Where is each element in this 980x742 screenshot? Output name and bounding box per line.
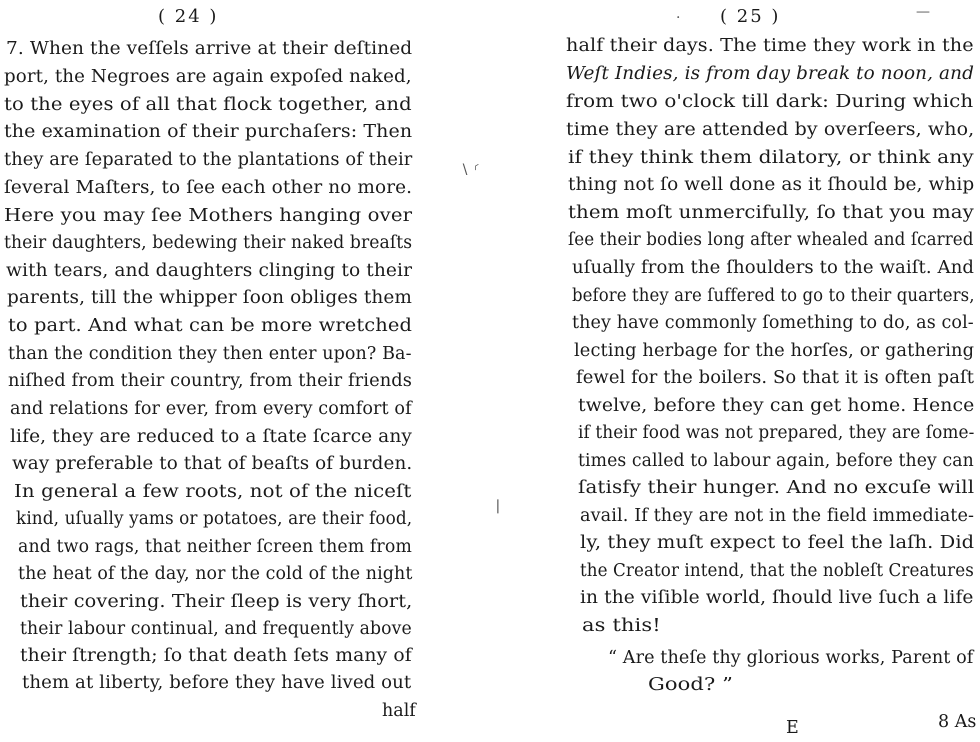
right-page: [560, 0, 980, 742]
text-line: if they think them dilatory, or think any: [568, 148, 974, 168]
text-line: ſee their bodies long after whealed and ſcarred: [568, 230, 974, 250]
text-line: with tears, and daughters clinging to their: [6, 261, 413, 281]
text-line: twelve, before they can get home. Hence: [578, 396, 975, 416]
text-line: lecting herbage for the horſes, or gathering: [574, 341, 975, 361]
text-line: if their food was not prepared, they are ſome-: [578, 423, 975, 443]
text-line: their daughters, bedewing their naked breaſts: [4, 233, 413, 253]
text-line: them at liberty, before they have lived out: [22, 673, 412, 693]
text-line: as this!: [582, 616, 661, 636]
text-line: parents, till the whipper ſoon obliges them: [7, 288, 413, 308]
text-line: kind, uſually yams or potatoes, are their food,: [16, 509, 413, 529]
text-line: way preferable to that of beaſts of burden.: [12, 454, 413, 474]
page-number: ( 25 ): [720, 6, 781, 27]
text-line: Weſt Indies, is from day break to noon, and: [566, 64, 974, 84]
text-line: niſhed from their country, from their friends: [8, 371, 413, 391]
text-line: ly, they muſt expect to feel the laſh. Did: [580, 533, 975, 553]
gutter-dot: ❘: [492, 498, 504, 514]
text-line: to the eyes of all that flock together, and: [4, 95, 412, 115]
text-line: and two rags, that neither ſcreen them from: [18, 537, 412, 557]
text-line: the heat of the day, nor the cold of the night: [18, 564, 413, 584]
quote-line: “ Are theſe thy glorious works, Parent of: [608, 648, 974, 668]
text-line: uſually from the ſhoulders to the waiſt. And: [572, 258, 975, 278]
quote-line: Good? ”: [648, 675, 734, 695]
text-line: in the viſible world, ſhould live ſuch a life: [580, 588, 974, 608]
header-dot: ·: [676, 10, 681, 26]
text-line: before they are ſuffered to go to their quarters,: [572, 286, 975, 306]
text-line: time they are attended by overſeers, who,: [566, 120, 975, 140]
page-number: ( 24 ): [158, 6, 219, 27]
text-line: In general a few roots, not of the niceſt: [14, 482, 412, 502]
text-line: to part. And what can be more wretched: [8, 316, 413, 336]
text-line: port, the Negroes are again expoſed naked,: [4, 67, 412, 87]
catchword: 8 As: [938, 712, 977, 732]
text-line: they have commonly ſomething to do, as col-: [572, 313, 974, 333]
text-line: avail. If they are not in the field immediate-: [580, 506, 975, 526]
gutter-mark: ∖ ⸂: [460, 162, 481, 178]
text-line: and relations for ever, from every comfort of: [10, 399, 412, 419]
text-line: ſeveral Maſters, to ſee each other no more.: [4, 178, 413, 198]
text-line: from two o'clock till dark: During which: [566, 92, 974, 112]
catchword: half: [382, 701, 416, 721]
text-line: Here you may ſee Mothers hanging over: [4, 206, 413, 226]
text-line: their ſtrength; ſo that death ſets many of: [20, 646, 412, 666]
signature-mark: E: [786, 718, 799, 738]
text-line: their covering. Their ſleep is very ſhort,: [20, 592, 413, 612]
text-line: half their days. The time they work in the: [566, 36, 974, 56]
text-line: life, they are reduced to a ſtate ſcarce any: [10, 427, 413, 447]
text-line: thing not ſo well done as it ſhould be, whip: [568, 175, 975, 195]
left-page: [0, 0, 430, 742]
text-line: the Creator intend, that the nobleſt Creatures: [580, 561, 974, 581]
text-line: ſatisfy their hunger. And no excuſe will: [578, 478, 975, 498]
text-line: they are ſeparated to the plantations of their: [4, 150, 413, 170]
text-line: them moſt unmercifully, ſo that you may: [568, 203, 974, 223]
text-line: the examination of their purchaſers: Then: [4, 122, 413, 142]
text-line: fewel for the boilers. So that it is often paſt: [576, 368, 975, 388]
text-line: 7. When the veſſels arrive at their deſtined: [6, 39, 413, 59]
text-line: times called to labour again, before they can: [578, 451, 974, 471]
text-line: than the condition they then enter upon? Ba-: [8, 344, 412, 364]
corner-mark: —: [916, 4, 930, 20]
text-line: their labour continual, and frequently above: [20, 619, 412, 639]
